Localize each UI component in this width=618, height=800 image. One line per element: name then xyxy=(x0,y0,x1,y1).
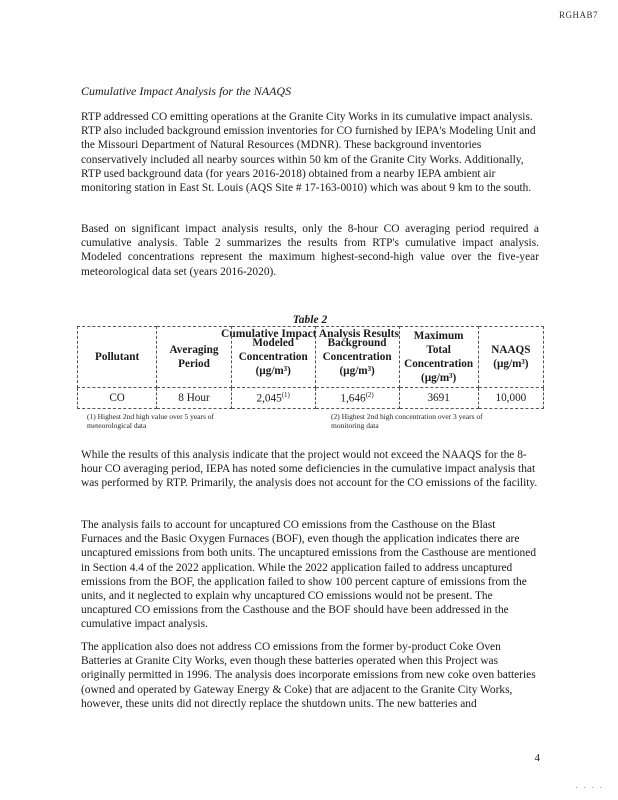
header-maximum-total-concentration: Maximum Total Concentration (µg/m³) xyxy=(399,327,478,388)
cell-modeled: 2,045$^{(1)}$ xyxy=(231,388,315,409)
table-number: Table 2 xyxy=(292,314,328,326)
document-code: RGHAB7 xyxy=(558,10,598,20)
cell-pollutant: CO xyxy=(78,388,157,409)
paragraph-2: Based on significant impact analysis results, only the 8-hour CO averaging period required a cumulative analysis. Table 2 summarizes the results from RTP's cumulative impact analysis. Modeled concentrations represent the maximum highest-second-high value over the five-year meteorological data set (years 2016-2020). xyxy=(81,223,539,278)
footnote-1: (1) Highest 2nd high value over 5 years of meteorological data xyxy=(87,412,215,430)
cell-background: 1,646$^{(2)}$ xyxy=(315,388,399,409)
table-title: Cumulative Impact Analysis Results xyxy=(221,328,399,340)
cell-averaging-period: 8 Hour xyxy=(157,388,232,409)
header-background-concentration: Background Concentration (µg/m³) xyxy=(315,327,399,388)
section-title: Cumulative Impact Analysis for the NAAQS xyxy=(81,84,292,98)
table-row xyxy=(78,388,544,409)
paragraph-3: While the results of this analysis indicate that the project would not exceed the NAAQS for the 8-hour CO averaging period, IEPA has noted some deficiencies in the cumulative impact analysis that was performed by RTP. Primarily, the analysis does not account for the CO emissions of the facility. xyxy=(81,449,538,490)
header-modeled-concentration: Modeled Concentration (µg/m³) xyxy=(231,327,315,388)
scan-mark: · · · · xyxy=(575,784,604,792)
header-averaging-period: Averaging Period xyxy=(157,327,232,388)
header-pollutant: Pollutant xyxy=(78,327,157,388)
cell-naaqs: 10,000 xyxy=(478,388,543,409)
paragraph-1: RTP addressed CO emitting operations at the Granite City Works in its cumulative impact analysis. RTP also included background emission inventories for CO furnished by IEPA's Modeling Unit and the Missouri Department of Natural Resources (MDNR). These background inventories conservatively included all nearby sources within 50 km of the Granite City Works. Additionally, RTP used background data (for years 2016-2018) obtained from a nearby IEPA ambient air monitoring station in East St. Louis (AQS Site # 17-163-0010) which was about 9 km to the south. xyxy=(81,111,536,195)
paragraph-5: The application also does not address CO emissions from the former by-product Coke Oven Batteries at Granite City Works, even though these batteries operated when this Project was originally permitted in 1996. The analysis does incorporate emissions from new coke oven batteries (owned and operated by Gateway Energy & Coke) that are adjacent to the Granite City Works, however, these units did not directly replace the shutdown units. The new batteries and xyxy=(81,641,536,710)
footnote-2: (2) Highest 2nd high concentration over 3 years of monitoring data xyxy=(331,412,483,430)
page-number: 4 xyxy=(534,752,540,764)
header-naaqs: NAAQS (µg/m³) xyxy=(478,327,543,388)
cell-maximum: 3691 xyxy=(399,388,478,409)
results-table xyxy=(77,326,544,409)
table-header-row xyxy=(78,327,544,388)
paragraph-4: The analysis fails to account for uncaptured CO emissions from the Casthouse on the Blast Furnaces and the Basic Oxygen Furnaces (BOF), even though the application indicates there are uncaptured emissions from both units. The uncaptured emissions from the Casthouse are mentioned in Section 4.4 of the 2022 application. While the 2022 application failed to address uncaptured emissions from the BOF, the application failed to show 100 percent capture of emissions from the units, and it neglected to explain why uncaptured CO emissions would not be present. The uncaptured CO emissions from the Casthouse and the BOF should have been addressed in the cumulative impact analysis. xyxy=(81,519,537,631)
